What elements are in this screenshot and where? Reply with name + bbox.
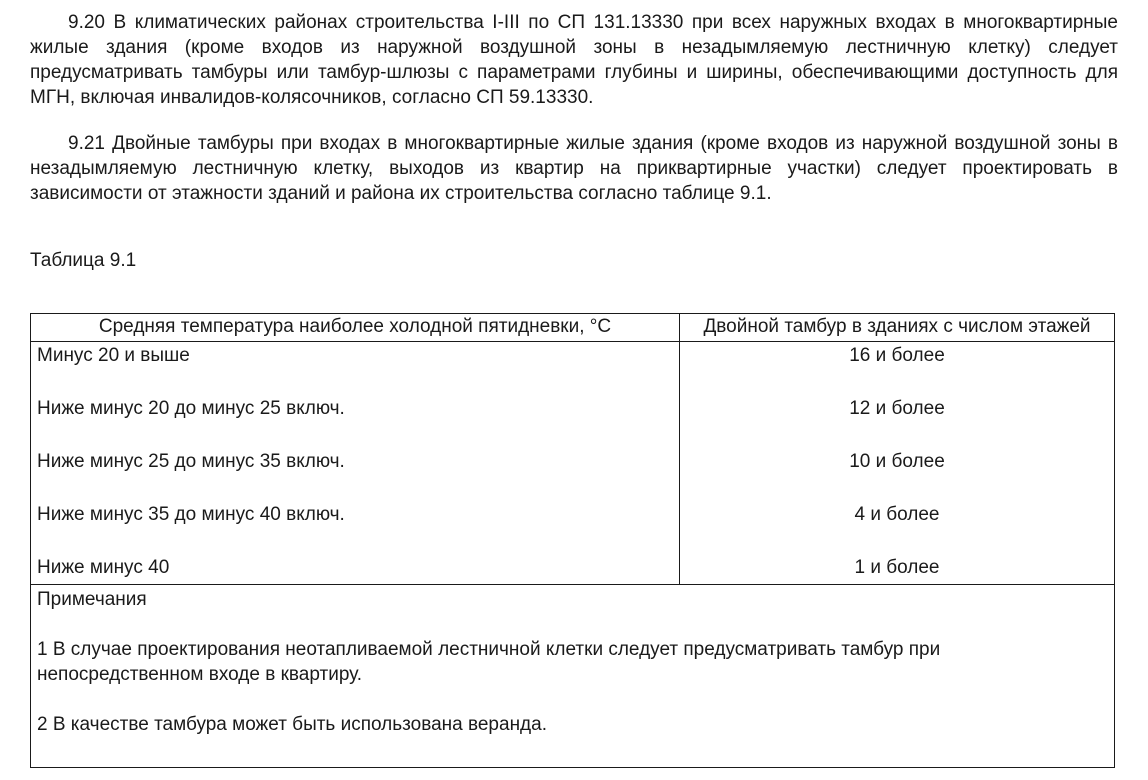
cell-floors: 4 и более (680, 501, 1115, 554)
paragraph-9-20: 9.20 В климатических районах строительства I-III по СП 131.13330 при всех наружных входах в многоквартирные жилые здания (кроме входов из наружной воздушной зоны в незадымляемую лестничную клетку) следует предусматривать тамбуры или тамбур-шлюзы с параметрами глубины и ширины, обеспечивающими доступность для МГН, включая инвалидов-колясочников, согласно СП 59.13330. (30, 12, 1118, 108)
cell-temperature: Минус 20 и выше (31, 342, 680, 396)
table-row (31, 554, 1115, 585)
note-item-1: 1 В случае проектирования неотапливаемой лестничной клетки следует предусматривать тамбур при непосредственном входе в квартиру. (37, 639, 941, 685)
table-caption: Таблица 9.1 (30, 250, 137, 271)
table-header-row (31, 314, 1115, 342)
cell-temperature: Ниже минус 35 до минус 40 включ. (31, 501, 680, 554)
table-row (31, 342, 1115, 396)
cell-floors: 10 и более (680, 448, 1115, 501)
note-item-2: 2 В качестве тамбура может быть использована веранда. (37, 714, 547, 735)
table-row (31, 501, 1115, 554)
paragraph-9-21: 9.21 Двойные тамбуры при входах в многоквартирные жилые здания (кроме входов из наружной воздушной зоны в незадымляемую лестничную клетку, выходов из квартир на приквартирные участки) следует проектировать в зависимости от этажности зданий и района их строительства согласно таблице 9.1. (30, 133, 1118, 204)
table-9-1 (30, 313, 1115, 768)
cell-floors: 12 и более (680, 395, 1115, 448)
cell-floors: 16 и более (680, 342, 1115, 396)
notes-cell (31, 585, 1115, 768)
table-notes-row (31, 585, 1115, 768)
cell-temperature: Ниже минус 20 до минус 25 включ. (31, 395, 680, 448)
cell-floors: 1 и более (680, 554, 1115, 585)
cell-temperature: Ниже минус 25 до минус 35 включ. (31, 448, 680, 501)
table-row (31, 395, 1115, 448)
header-double-vestibule: Двойной тамбур в зданиях с числом этажей (680, 314, 1115, 342)
cell-temperature: Ниже минус 40 (31, 554, 680, 585)
header-temperature: Средняя температура наиболее холодной пятидневки, °С (31, 314, 680, 342)
table-row (31, 448, 1115, 501)
notes-title: Примечания (37, 589, 147, 610)
